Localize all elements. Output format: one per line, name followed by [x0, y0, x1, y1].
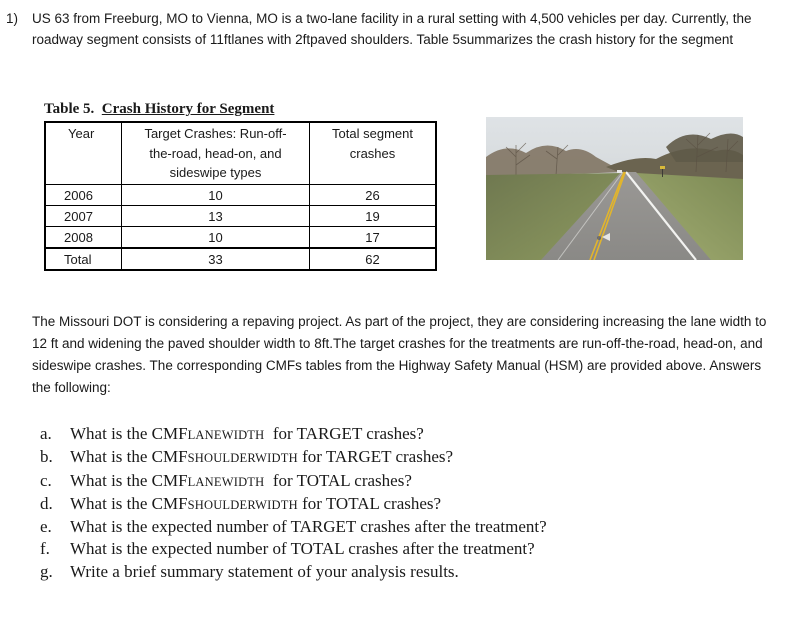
question-item — [40, 423, 547, 446]
question-subscript: LANEWIDTH — [187, 428, 265, 442]
cell-total: 26 — [310, 185, 437, 206]
header-target-line3: sideswipe types — [169, 165, 262, 180]
table-caption-title: Crash History for Segment — [101, 101, 275, 117]
question-subscript: SHOULDERWIDTH — [187, 497, 298, 512]
question-label: e. — [40, 517, 52, 537]
question-label: d. — [40, 493, 53, 513]
header-target-crashes — [122, 122, 310, 185]
question-subscript: LANEWIDTH — [187, 474, 265, 489]
table-row — [45, 206, 436, 227]
cell-target: 33 — [122, 248, 310, 270]
header-target-line2: the-road, head-on, and — [149, 145, 282, 161]
header-total-crashes — [310, 122, 437, 185]
question-text-pre: What is the CMF — [70, 447, 188, 467]
question-text-post: for TOTAL crashes? — [264, 470, 412, 490]
cell-year: 2007 — [45, 206, 122, 227]
question-label: a. — [40, 424, 52, 443]
question-item — [40, 561, 547, 583]
cell-target: 10 — [122, 227, 310, 249]
intro-text: US 63 from Freeburg, MO to Vienna, MO is a two-lane facility in a rural setting with 4,500 vehicles per day. Currently, the roadway segment consists of 11ftlanes with 2ftpaved shoulders. Table 5summarizes the crash history for the segment — [32, 11, 752, 47]
table-row — [45, 185, 436, 206]
header-total-line2: crashes — [349, 145, 396, 161]
question-item — [40, 538, 547, 560]
question-label: f. — [40, 539, 50, 559]
header-year: Year — [45, 122, 122, 185]
question-item — [40, 493, 547, 516]
project-description: The Missouri DOT is considering a repaving project. As part of the project, they are considering increasing the lane width to 12 ft and widening the paved shoulder width to 8ft.The target crashes for the treatments are run-off-the-road, head-on, and sideswipe crashes. The corresponding CMFs tables from the Highway Safety Manual (HSM) are provided above. Answers the following: — [32, 314, 767, 395]
header-target-line1: Target Crashes: Run-off- — [144, 126, 287, 141]
question-label: b. — [40, 447, 53, 467]
cell-target: 10 — [122, 185, 310, 206]
road-photo — [486, 117, 743, 260]
question-text-pre: What is the CMF — [70, 493, 188, 513]
cell-total: 62 — [310, 248, 437, 270]
question-item — [40, 470, 547, 493]
table-total-row — [45, 248, 436, 270]
table-caption-prefix: Table 5. — [44, 101, 95, 117]
question-list — [40, 423, 547, 583]
header-total-line1: Total segment — [332, 126, 413, 141]
cell-total: 17 — [310, 227, 437, 249]
question-text: What is the expected number of TOTAL crashes after the treatment? — [70, 539, 535, 559]
question-label: g. — [40, 561, 53, 581]
question-subscript: SHOULDERWIDTH — [187, 451, 298, 466]
question-text: Write a brief summary statement of your analysis results. — [70, 561, 459, 581]
cell-year: Total — [45, 248, 122, 270]
table-row — [45, 227, 436, 249]
question-text-pre: What is the CMF — [70, 424, 188, 443]
crash-history-table — [44, 121, 437, 271]
cell-total: 19 — [310, 206, 437, 227]
cell-year: 2006 — [45, 185, 122, 206]
question-label: c. — [40, 470, 52, 490]
question-text: What is the expected number of TARGET crashes after the treatment? — [70, 517, 547, 537]
question-text-post: for TARGET crashes? — [297, 447, 454, 467]
table-caption — [44, 101, 274, 118]
problem-number: 1) — [6, 11, 19, 26]
question-text-post: for TOTAL crashes? — [297, 493, 442, 513]
question-item — [40, 516, 547, 538]
cell-target: 13 — [122, 206, 310, 227]
question-text-post: for TARGET crashes? — [264, 424, 424, 443]
question-text-pre: What is the CMF — [70, 470, 188, 490]
problem-intro — [6, 8, 766, 50]
cell-year: 2008 — [45, 227, 122, 249]
question-item — [40, 446, 547, 469]
table-header-row — [45, 122, 436, 185]
